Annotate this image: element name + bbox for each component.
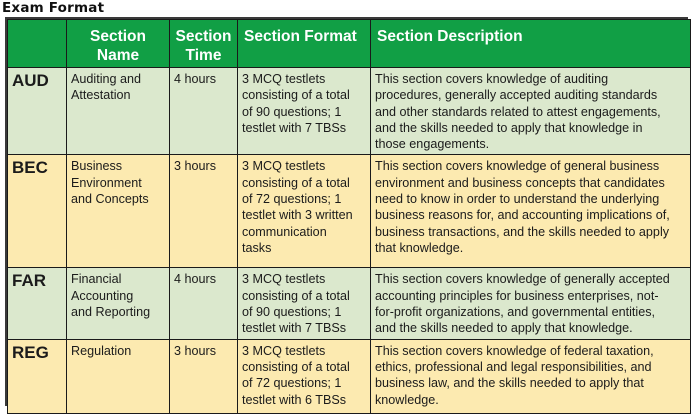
row-section-time: 3 hours [170,155,238,268]
exam-format-table [5,17,688,406]
row-code: FAR [8,268,67,339]
header-section-name-line1: Section [90,28,146,45]
row-code: BEC [8,155,67,268]
cell-line: of 72 questions; 1 [242,192,342,207]
header-section-name [67,20,170,68]
header-section-name-line2: Name [96,47,140,64]
row-code: AUD [8,68,67,155]
cell-line: consisting of a total [242,175,350,190]
cell-line: consisting of a total [242,88,350,103]
cell-line: 3 MCQ testlets [242,272,326,287]
cell-line: ethics, professional and legal responsibilities, and [375,359,652,374]
cell-line: knowledge. [375,392,439,407]
cell-line: This section covers knowledge of general business [375,159,660,174]
row-section-format [238,339,371,413]
cell-line: those engagements. [375,137,490,152]
cell-line: business transactions, and the skills needed to apply [375,224,670,239]
cell-line: and the skills needed to apply that knowledge in [375,120,643,135]
cell-line: for-profit organizations, and governmental entities, [375,305,656,320]
header-section-time-line2: Time [185,47,222,64]
cell-line: that knowledge. [375,240,464,255]
cell-line: 3 MCQ testlets [242,343,326,358]
cell-line: Business [71,159,123,174]
cell-line: tasks [242,240,272,255]
cell-line: Accounting [71,288,134,303]
row-section-time: 4 hours [170,268,238,339]
row-section-name [67,339,170,413]
cell-line: environment and business concepts that candidates [375,175,665,190]
cell-line: Financial [71,272,122,287]
page-title: Exam Format [2,0,105,16]
cell-line: This section covers knowledge of generally accepted [375,272,670,287]
header-section-time [170,20,238,68]
cell-line: procedures, generally accepted auditing standards [375,88,658,103]
cell-line: Regulation [71,343,132,358]
header-section-description: Section Description [371,20,691,68]
cell-line: communication [242,224,327,239]
header-section-time-line1: Section [175,28,232,45]
cell-line: This section covers knowledge of federal taxation, [375,343,654,358]
cell-line: testlet with 7 TBSs [242,120,347,135]
cell-line: and other standards related to attest engagements, [375,104,661,119]
header-section-format: Section Format [238,20,371,68]
row-section-name [67,268,170,339]
row-section-description [371,68,691,155]
cell-line: accounting principles for business enterprises, not- [375,288,659,303]
cell-line: Auditing and [71,72,142,86]
header-row [8,20,691,68]
table-row-reg [8,339,691,413]
cell-line: Environment [71,175,142,190]
row-section-format [238,155,371,268]
row-section-time: 3 hours [170,339,238,413]
cell-line: testlet with 6 TBSs [242,392,347,407]
cell-line: and the skills needed to apply that knowledge. [375,321,633,336]
cell-line: Attestation [71,88,131,103]
cell-line: consisting of a total [242,359,350,374]
table-row-far [8,268,691,339]
cell-line: of 72 questions; 1 [242,376,342,391]
row-section-time: 4 hours [170,68,238,155]
cell-line: of 90 questions; 1 [242,305,342,320]
row-section-format [238,268,371,339]
row-section-description [371,155,691,268]
table-row-bec [8,155,691,268]
cell-line: of 90 questions; 1 [242,104,342,119]
header-code [8,20,67,68]
row-section-name [67,155,170,268]
row-section-name [67,68,170,155]
cell-line: business law, and the skills needed to apply that [375,376,644,391]
cell-line: and Concepts [71,192,149,207]
row-section-description [371,268,691,339]
exam-table [7,19,691,414]
cell-line: This section covers knowledge of auditing [375,72,609,86]
table-row-aud [8,68,691,155]
cell-line: 3 MCQ testlets [242,159,326,174]
row-section-description [371,339,691,413]
cell-line: and Reporting [71,305,151,320]
cell-line: business reasons for, and accounting implications of, [375,208,670,223]
cell-line: testlet with 3 written [242,208,353,223]
cell-line: consisting of a total [242,288,350,303]
cell-line: testlet with 7 TBSs [242,321,347,336]
cell-line: need to know in order to understand the underlying [375,192,660,207]
row-code: REG [8,339,67,413]
row-section-format [238,68,371,155]
cell-line: 3 MCQ testlets [242,72,326,86]
